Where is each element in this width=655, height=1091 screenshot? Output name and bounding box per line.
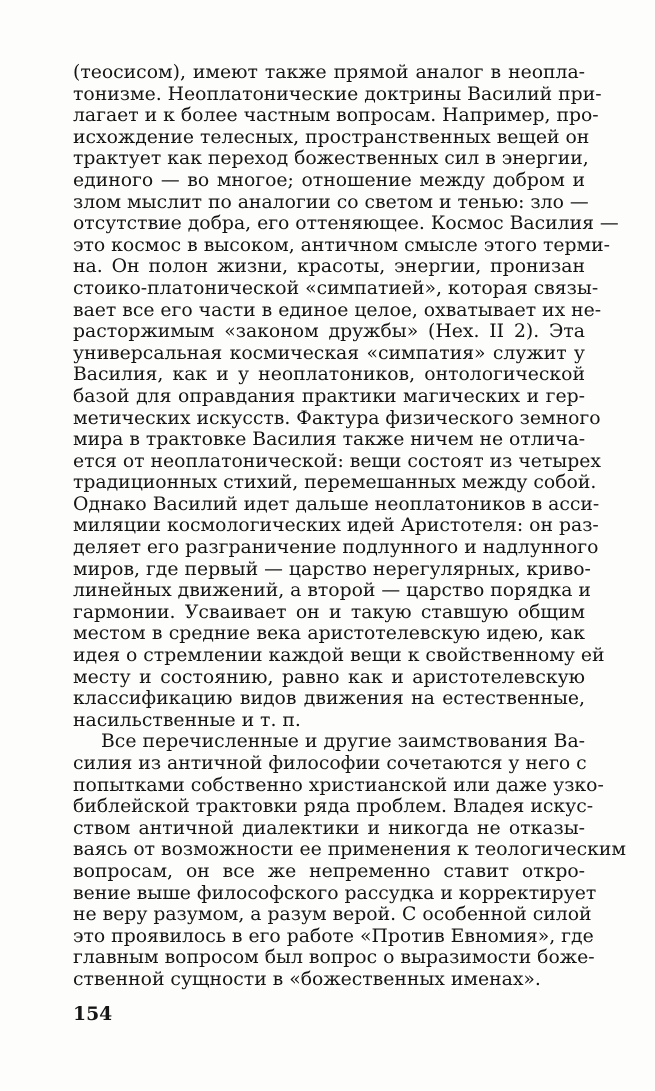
text-line: Однако Василий идет дальше неоплатоников в асси- [73, 493, 600, 515]
text-line: ется от неоплатонической: вещи состоят из четырех [73, 450, 601, 472]
text-line: трактует как переход божественных сил в энергии, [73, 148, 589, 170]
text-line: идея о стремлении каждой вещи к свойственному ей [73, 645, 605, 667]
text-line: исхождение телесных, пространственных вещей он [73, 126, 590, 148]
text-line: миров, где первый — царство нерегулярных, криво- [73, 558, 591, 580]
text-line: вает все его части в единое целое, охватывает их не- [73, 299, 602, 321]
text-line: ственной сущности в «божественных именах». [73, 968, 541, 990]
text-line: мира в трактовке Василия также ничем не отлича- [73, 429, 586, 451]
page-number: 154 [73, 1003, 113, 1025]
text-line: деляет его разграничение подлунного и надлунного [73, 537, 599, 559]
text-line: тонизме. Неоплатонические доктрины Василий при- [73, 83, 602, 105]
text-line: это проявилось в его работе «Против Евномия», где [73, 925, 594, 947]
text-line: Василия, как и у неоплатоников, онтологической [73, 364, 585, 386]
text-line: стоико-платонической «симпатией», которая связы- [73, 277, 599, 299]
text-line: миляции космологических идей Аристотеля: он раз- [73, 515, 599, 537]
text-line: отсутствие добра, его оттеняющее. Космос Василия — [73, 213, 619, 235]
text-line: злом мыслит по аналогии со светом и тенью: зло — [73, 191, 589, 213]
text-line: главным вопросом был вопрос о выразимости боже- [73, 947, 595, 969]
text-line: традиционных стихий, перемешанных между собой. [73, 472, 597, 494]
text-line: это космос в высоком, античном смысле этого терми- [73, 234, 611, 256]
text-line: месту и состоянию, равно как и аристотелевскую [73, 666, 585, 688]
text-line: универсальная космическая «симпатия» служит у [73, 342, 585, 364]
text-line: лагает и к более частным вопросам. Например, про- [73, 105, 599, 127]
text-line: силия из античной философии сочетаются у него с [73, 753, 587, 774]
paragraph-2 [73, 731, 627, 990]
text-line: единого — во многое; отношение между добром и [73, 169, 585, 191]
text-line: линейных движений, а второй — царство порядка и [73, 580, 591, 602]
text-line: местом в средние века аристотелевскую идею, как [73, 623, 585, 645]
text-line: вопросам, он все же непременно ставит откро- [73, 860, 585, 882]
text-line: гармонии. Усваивает он и такую ставшую общим [73, 601, 585, 623]
text-line: ваясь от возможности ее применения к теологическим [73, 839, 627, 861]
text-line: библейской трактовки ряда проблем. Владея искус- [73, 796, 594, 818]
text-line: попытками собственно христианской или даже узко- [73, 774, 604, 796]
text-line: Все перечисленные и другие заимствования Ва- [101, 731, 585, 753]
paragraph-1 [73, 62, 619, 731]
text-line: расторжимым «законом дружбы» (Hex. II 2). Эта [73, 321, 585, 343]
body-text [73, 62, 627, 991]
text-line: метических искусств. Фактура физического земного [73, 407, 601, 429]
text-line: насильственные и т. п. [73, 709, 301, 731]
text-line: вение выше философского рассудка и корректирует [73, 882, 597, 904]
text-line: ством античной диалектики и никогда не отказы- [73, 817, 585, 839]
text-line: на. Он полон жизни, красоты, энергии, пронизан [73, 256, 585, 278]
text-line: классификацию видов движения на естественные, [73, 688, 585, 710]
text-line: (теосисом), имеют также прямой аналог в неопла- [73, 62, 585, 83]
text-line: не веру разумом, а разум верой. С особенной силой [73, 904, 592, 926]
text-line: базой для оправдания практики магических и гер- [73, 385, 585, 407]
